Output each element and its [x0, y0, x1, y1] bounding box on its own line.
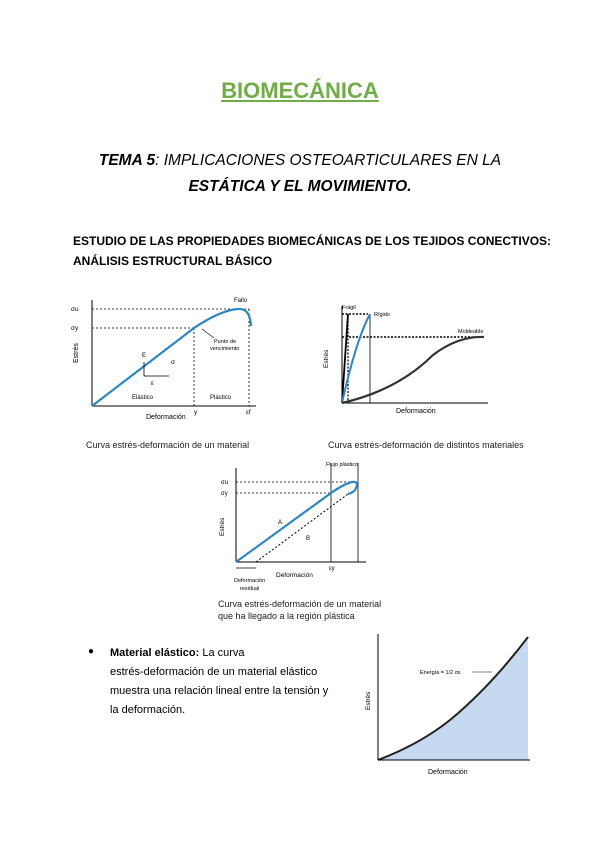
topic-heading-line2: ESTÁTICA Y EL MOVIMIENTO.: [188, 178, 412, 195]
document-title: BIOMECÁNICA: [221, 78, 379, 103]
topic-number: TEMA 5: [98, 152, 156, 169]
fig3-flujo-label: Flujo plástico: [326, 462, 359, 468]
topic-title-part1: : IMPLICACIONES OSTEOARTICULARES EN LA: [155, 152, 502, 169]
fig3-a-label: A: [278, 520, 283, 526]
materials-figure: [318, 300, 498, 418]
paragraph-line1: [110, 644, 360, 663]
fig2-caption: Curva estrés-deformación de distintos materiales: [328, 440, 524, 450]
fig2-rigido-label: Rígido: [374, 312, 390, 318]
fig1-punto-label: Punto de: [214, 339, 237, 345]
fig3-ylabel: Estrés: [219, 517, 226, 536]
fig2-xlabel: Deformación: [396, 408, 436, 415]
fig4-ylabel: Estrés: [365, 691, 372, 710]
stress-strain-figure: [66, 292, 276, 424]
fig3-sigma-u-label: σu: [221, 480, 229, 486]
fig4-energy-area: [378, 637, 528, 760]
fig1-caption: Curva estrés-deformación de un material: [86, 440, 250, 450]
topic-heading-line1: [70, 148, 530, 174]
paragraph-line4: la deformación.: [110, 704, 186, 716]
fig1-ylabel: Estrés: [73, 343, 80, 363]
fig3-unload-line: [256, 494, 348, 562]
elastic-material-term: Material elástico:: [110, 647, 200, 659]
fig1-sigma-y-label: σy: [71, 325, 79, 332]
fig3-ey-label: εy: [329, 566, 335, 572]
fig1-y-label: y: [194, 409, 198, 416]
section-heading-line1: ESTUDIO DE LAS PROPIEDADES BIOMECÁNICAS DE LOS TEJIDOS CONECTIVOS:: [73, 234, 552, 248]
fig3-residual-label1: Deformación: [234, 578, 266, 584]
fig1-sigma-u-label: σu: [71, 306, 79, 313]
fig1-ef-label: εf: [246, 409, 251, 416]
fig3-sigma-y-label: σy: [221, 491, 228, 497]
paragraph-line1-rest: La curva: [199, 647, 245, 659]
fig2-moldeable-label: Moldeable: [458, 329, 484, 335]
section-heading: [73, 231, 553, 271]
paragraph-line2: estrés-deformación de un material elástico: [110, 666, 318, 678]
fig1-sigma-label: σ: [171, 359, 176, 366]
topic-heading: [70, 148, 530, 200]
fig1-curve: [92, 309, 251, 406]
fig1-yield-pointer: [202, 329, 214, 338]
fig4-xlabel: Deformación: [428, 769, 468, 776]
fig2-ylabel: Estrés: [323, 349, 330, 368]
fig3-curve: [236, 482, 357, 562]
fig3-residual-label2: residual: [240, 586, 260, 592]
fig3-caption-line2: que ha llegado a la región plástica: [218, 611, 355, 621]
fig4-energy-label: Energía = 1/2 σε: [420, 670, 461, 676]
fig3-caption: [218, 598, 381, 622]
fig1-plastic-label: Plástico: [210, 395, 232, 401]
fig1-vencimiento-label: vencimiento: [210, 346, 240, 352]
fig3-b-label: B: [306, 536, 311, 542]
fig1-xlabel: Deformación: [146, 414, 186, 421]
fig2-moldeable-curve: [342, 337, 484, 403]
paragraph-line3: muestra una relación lineal entre la tensión y: [110, 685, 329, 697]
plastic-region-figure: [216, 458, 376, 596]
fig1-e-label: E: [142, 353, 147, 359]
fig3-xlabel: Deformación: [276, 572, 313, 579]
fig1-elastic-label: Elástico: [132, 395, 154, 401]
fig1-fallo-label: Fallo: [234, 298, 248, 304]
elastic-material-paragraph: [110, 644, 360, 720]
fig2-fragil-label: Frágil: [342, 305, 356, 311]
bullet-icon: ●: [88, 646, 95, 657]
elastic-energy-figure: [360, 632, 540, 780]
fig3-caption-line1: Curva estrés-deformación de un material: [218, 599, 382, 609]
section-heading-line2: ANÁLISIS ESTRUCTURAL BÁSICO: [73, 254, 273, 268]
fig1-epsilon-label: ε: [151, 380, 154, 387]
